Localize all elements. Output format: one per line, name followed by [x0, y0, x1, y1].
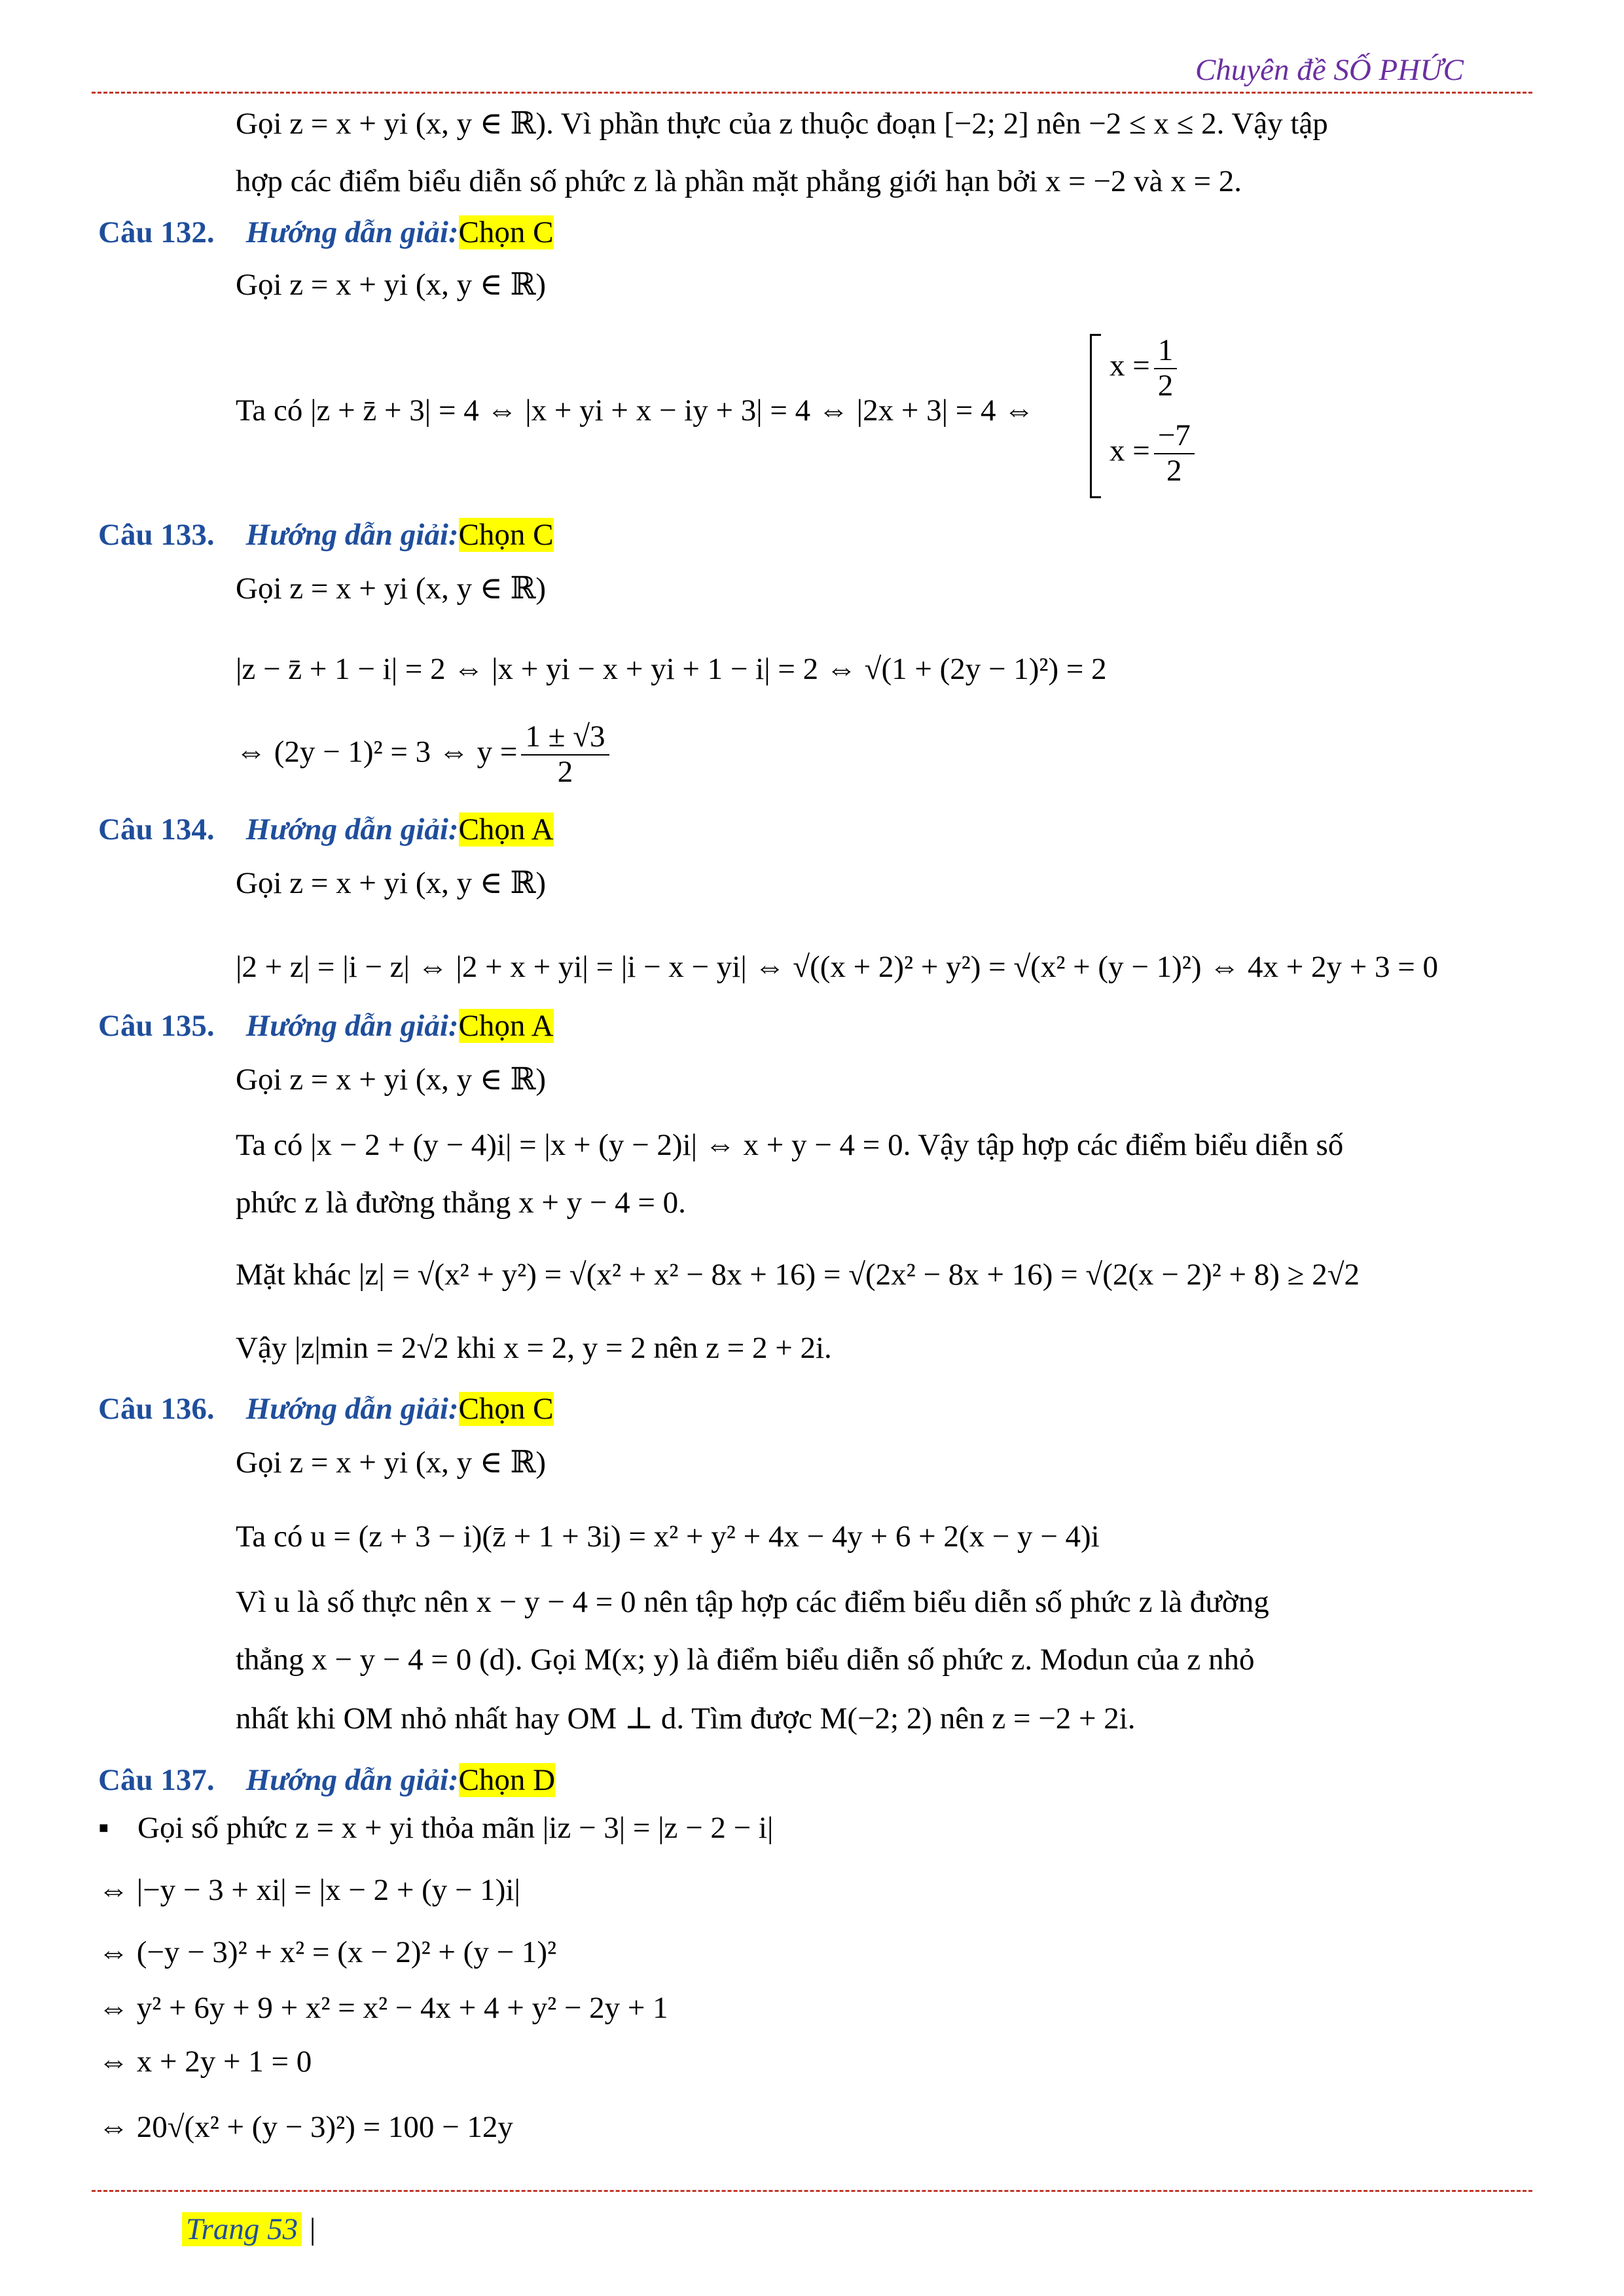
- header-rule: [92, 92, 1532, 94]
- q135-line-5: Vậy |z|min = 2√2 khi x = 2, y = 2 nên z = 2 + 2i.: [236, 1331, 832, 1365]
- question-135-heading: [98, 1008, 554, 1044]
- question-number: Câu 137.: [98, 1763, 215, 1797]
- answer-choice: Chọn C: [458, 518, 554, 552]
- q136-line-2: Ta có u = (z + 3 − i)(z̄ + 1 + 3i) = x² + y² + 4x − 4y + 6 + 2(x − y − 4)i: [236, 1520, 1100, 1554]
- q136-line-4: thẳng x − y − 4 = 0 (d). Gọi M(x; y) là điểm biểu diễn số phức z. Modun của z nhỏ: [236, 1643, 1255, 1677]
- q132-case-2: x = $\frac{-7}{2}$: [1110, 419, 1532, 488]
- question-number: Câu 134.: [98, 812, 215, 847]
- q137-line-4: ⇔ y² + 6y + 9 + x² = x² − 4x + 4 + y² − 2y + 1: [98, 1991, 668, 2025]
- intro-line-1: Gọi z = x + yi (x, y ∈ ℝ). Vì phần thực của z thuộc đoạn [−2; 2] nên −2 ≤ x ≤ 2. Vậy tập: [236, 107, 1328, 141]
- answer-choice: Chọn A: [458, 1009, 554, 1043]
- question-136-heading: [98, 1391, 554, 1427]
- q133-line-3: ⇔ (2y − 1)² = 3 ⇔ y = $\frac{1 \pm √3}{2}$: [236, 720, 1532, 789]
- guide-label: Hướng dẫn giải:: [245, 1392, 459, 1426]
- answer-choice: Chọn C: [458, 1392, 554, 1426]
- q135-line-1: Gọi z = x + yi (x, y ∈ ℝ): [236, 1063, 547, 1097]
- guide-label: Hướng dẫn giải:: [245, 1009, 459, 1043]
- q135-line-4: Mặt khác |z| = √(x² + y²) = √(x² + x² − 8x + 16) = √(2x² − 8x + 16) = √(2(x − 2)² + 8) ≥ 2√2: [236, 1258, 1360, 1292]
- question-137-heading: [98, 1762, 555, 1798]
- q133-line-2: |z − z̄ + 1 − i| = 2 ⇔ |x + yi − x + yi + 1 − i| = 2 ⇔ √(1 + (2y − 1)²) = 2: [236, 652, 1107, 686]
- q136-line-5: nhất khi OM nhỏ nhất hay OM ⊥ d. Tìm được M(−2; 2) nên z = −2 + 2i.: [236, 1702, 1136, 1736]
- question-132-heading: [98, 215, 554, 250]
- q137-line-3: ⇔ (−y − 3)² + x² = (x − 2)² + (y − 1)²: [98, 1935, 557, 1969]
- guide-label: Hướng dẫn giải:: [245, 518, 459, 552]
- page-number: 53: [267, 2212, 298, 2246]
- answer-choice: Chọn D: [458, 1763, 556, 1797]
- q133-line-1: Gọi z = x + yi (x, y ∈ ℝ): [236, 572, 547, 606]
- q132-line-2: Ta có |z + z̄ + 3| = 4 ⇔ |x + yi + x − iy + 3| = 4 ⇔ |2x + 3| = 4 ⇔: [236, 393, 1035, 428]
- guide-label: Hướng dẫn giải:: [245, 1763, 459, 1797]
- question-number: Câu 132.: [98, 215, 215, 249]
- question-number: Câu 135.: [98, 1009, 215, 1043]
- guide-label: Hướng dẫn giải:: [245, 812, 459, 847]
- case-bracket: [1090, 334, 1101, 498]
- question-number: Câu 136.: [98, 1392, 215, 1426]
- q136-line-1: Gọi z = x + yi (x, y ∈ ℝ): [236, 1446, 547, 1480]
- question-133-heading: [98, 517, 554, 553]
- q135-line-2: Ta có |x − 2 + (y − 4)i| = |x + (y − 2)i| ⇔ x + y − 4 = 0. Vậy tập hợp các điểm biểu diễn số: [236, 1128, 1344, 1162]
- page-footer: [182, 2212, 316, 2247]
- q137-line-5: ⇔ x + 2y + 1 = 0: [98, 2045, 312, 2079]
- page-header: Chuyên đề SỐ PHỨC: [1195, 53, 1464, 87]
- q132-line-1: Gọi z = x + yi (x, y ∈ ℝ): [236, 268, 547, 302]
- guide-label: Hướng dẫn giải:: [245, 215, 459, 249]
- answer-choice: Chọn A: [458, 812, 554, 847]
- q136-line-3: Vì u là số thực nên x − y − 4 = 0 nên tập hợp các điểm biểu diễn số phức z là đường: [236, 1585, 1269, 1619]
- question-134-heading: [98, 812, 554, 847]
- q134-line-2: |2 + z| = |i − z| ⇔ |2 + x + yi| = |i − x − yi| ⇔ √((x + 2)² + y²) = √(x² + (y − 1)²) ⇔ 4x + 2y + 3 = 0: [236, 950, 1438, 984]
- footer-separator: |: [309, 2212, 316, 2246]
- page-label: Trang: [186, 2212, 260, 2246]
- q134-line-1: Gọi z = x + yi (x, y ∈ ℝ): [236, 866, 547, 900]
- question-number: Câu 133.: [98, 518, 215, 552]
- q137-line-2: ⇔ |−y − 3 + xi| = |x − 2 + (y − 1)i|: [98, 1873, 520, 1907]
- bullet-icon: ▪: [98, 1811, 109, 1845]
- answer-choice: Chọn C: [458, 215, 554, 249]
- q132-case-1: x = $\frac{1}{2}$: [1110, 334, 1532, 403]
- q137-line-6: ⇔ 20√(x² + (y − 3)²) = 100 − 12y: [98, 2110, 513, 2144]
- footer-rule: [92, 2190, 1532, 2192]
- q135-line-3: phức z là đường thẳng x + y − 4 = 0.: [236, 1186, 686, 1220]
- intro-line-2: hợp các điểm biểu diễn số phức z là phần mặt phẳng giới hạn bởi x = −2 và x = 2.: [236, 164, 1242, 198]
- q137-line-1: Gọi số phức z = x + yi thỏa mãn |iz − 3| = |z − 2 − i|: [137, 1811, 774, 1845]
